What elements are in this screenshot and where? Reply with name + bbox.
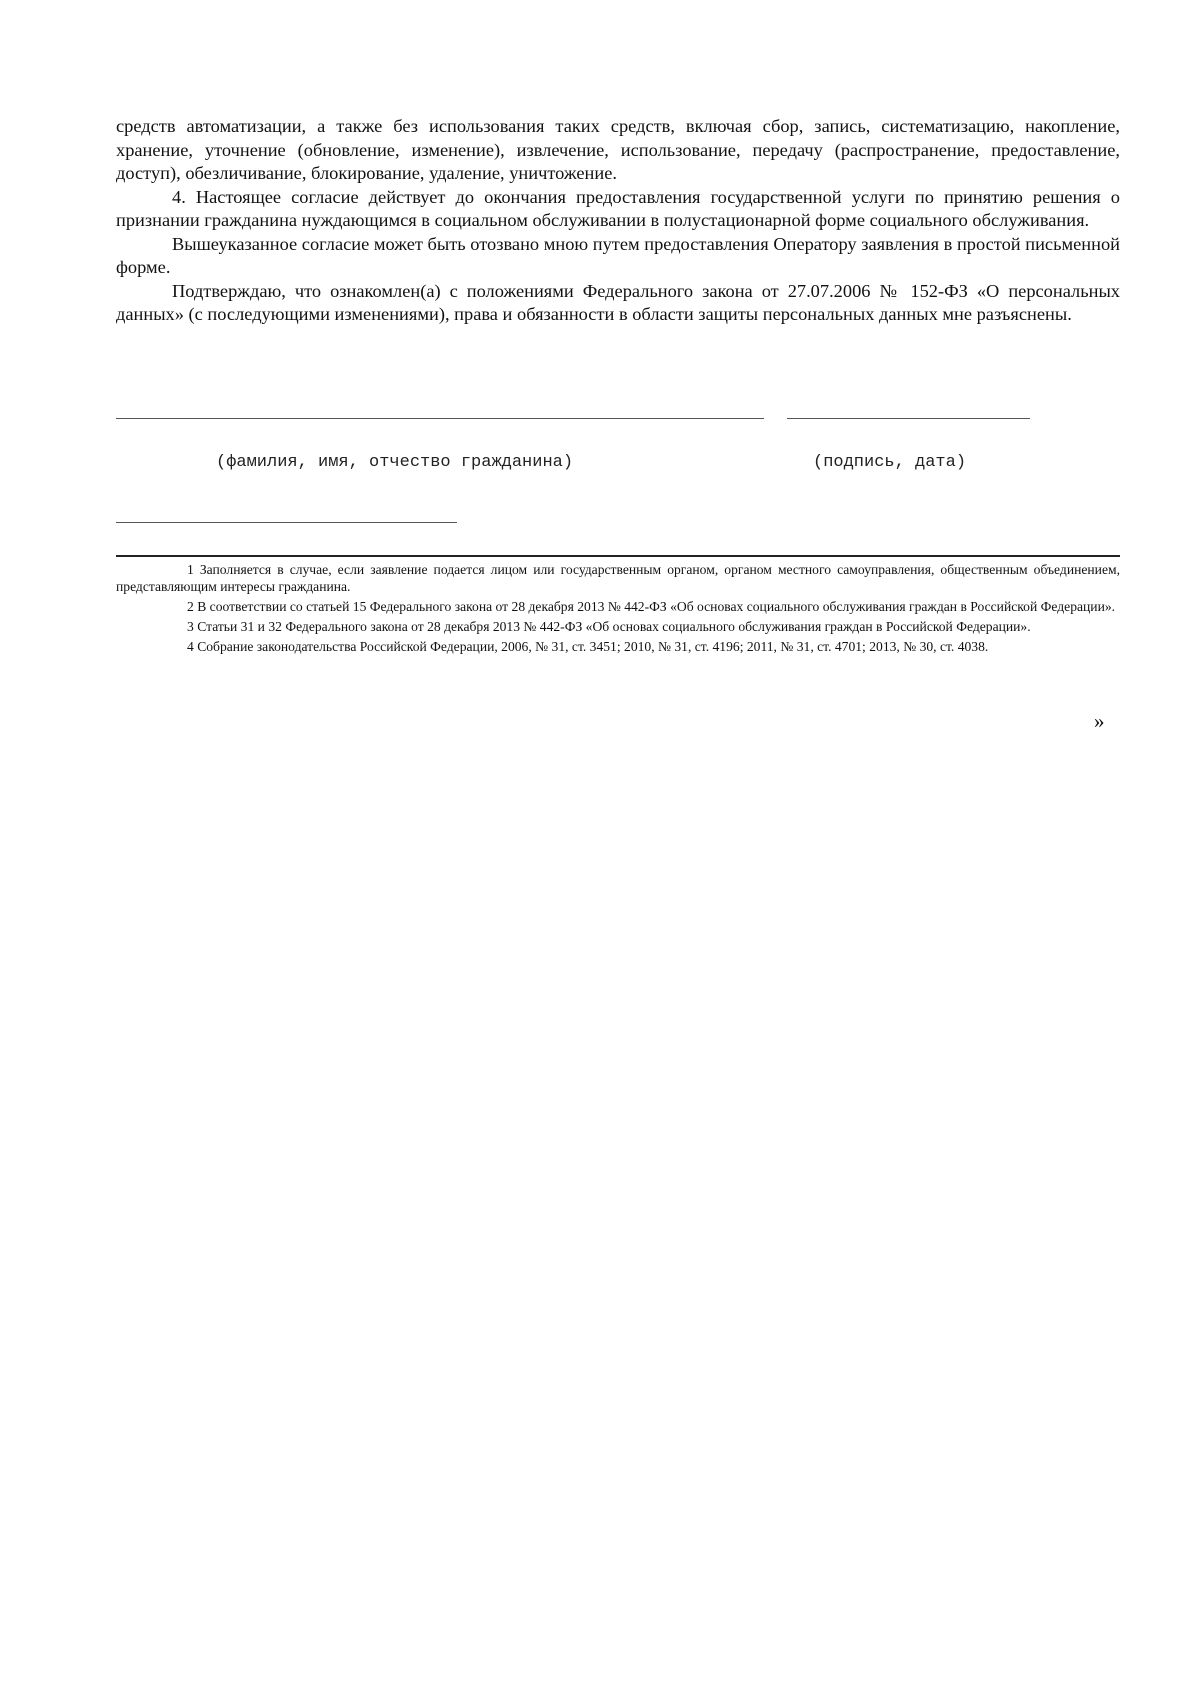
footnote-1: 1 Заполняется в случае, если заявление подается лицом или государственным органом, органом местного самоуправления, общественным объединением, представляющим интересы гражданина. [116, 562, 1120, 594]
closing-quote-mark: » [1094, 709, 1105, 733]
footnote-2: 2 В соответствии со статьей 15 Федерального закона от 28 декабря 2013 № 442-ФЗ «Об основах социального обслуживания граждан в Российской Федерации». [187, 599, 1116, 614]
paragraph-processing-methods: средств автоматизации, а также без использования таких средств, включая сбор, запись, систематизацию, накопление, хранение, уточнение (обновление, изменение), извлечение, использование, передачу (распространение, предоставление, доступ), обезличивание, блокирование, удаление, уничтожение. [116, 116, 1120, 183]
footnote-separator [116, 555, 1120, 557]
extra-blank-line [116, 522, 457, 523]
consent-body [116, 115, 1120, 327]
footnotes [116, 561, 1120, 658]
footnote-4: 4 Собрание законодательства Российской Федерации, 2006, № 31, ст. 3451; 2010, № 31, ст. 4196; 2011, № 31, ст. 4701; 2013, № 30, ст. 4038. [187, 639, 989, 654]
paragraph-validity-term: 4. Настоящее согласие действует до окончания предоставления государственной услуги по принятию решения о признании гражданина нуждающимся в социальном обслуживании в полустационарной форме социального обслуживания. [116, 186, 1120, 230]
footnote-3: 3 Статьи 31 и 32 Федерального закона от 28 декабря 2013 № 442-ФЗ «Об основах социального обслуживания граждан в Российской Федерации». [187, 619, 1031, 634]
signature-date-caption: (подпись, дата) [813, 453, 967, 472]
signature-date-line [787, 418, 1030, 419]
paragraph-confirmation: Подтверждаю, что ознакомлен(а) с положениями Федерального закона от 27.07.2006 № 152-ФЗ «О персональных данных» (с последующими изменениями), права и обязанности в области защиты персональных данных мне разъяснены. [116, 280, 1120, 324]
full-name-caption: (фамилия, имя, отчество гражданина) [216, 453, 574, 472]
paragraph-revocation: Вышеуказанное согласие может быть отозвано мною путем предоставления Оператору заявления в простой письменной форме. [116, 233, 1120, 277]
full-name-signature-line [116, 418, 764, 419]
